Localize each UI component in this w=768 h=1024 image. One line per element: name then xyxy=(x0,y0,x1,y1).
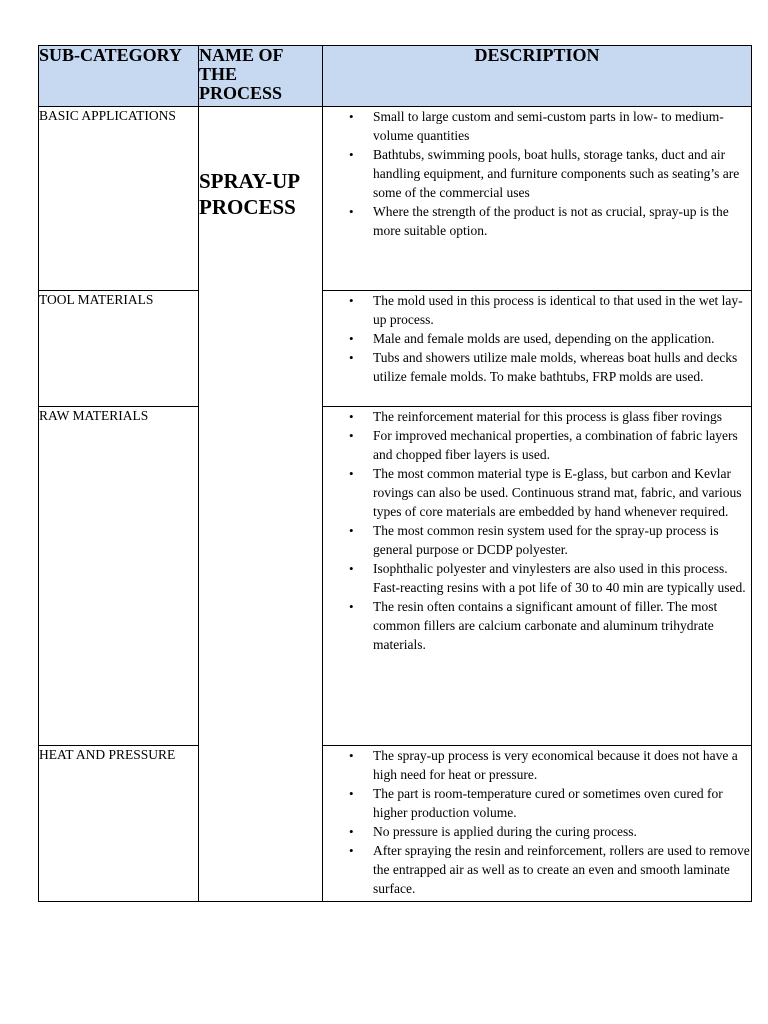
list-item: • Where the strength of the product is not as crucial, spray-up is the more suitable option. xyxy=(373,202,751,240)
table-row xyxy=(39,291,752,407)
header-sub-category: SUB-CATEGORY xyxy=(39,46,199,107)
bullet-list xyxy=(323,407,751,654)
list-item: • The resin often contains a significant amount of filler. The most common fillers are calcium carbonate and aluminum trihydrate materials. xyxy=(373,597,751,654)
process-table xyxy=(38,45,752,902)
bullet-list xyxy=(323,746,751,898)
bullet-list xyxy=(323,107,751,240)
list-item: • No pressure is applied during the curing process. xyxy=(373,822,751,841)
list-item: • Tubs and showers utilize male molds, whereas boat hulls and decks utilize female molds. To make bathtubs, FRP molds are used. xyxy=(373,348,751,386)
list-item: • The part is room-temperature cured or sometimes oven cured for higher production volume. xyxy=(373,784,751,822)
process-name-cell xyxy=(199,107,323,902)
table-row xyxy=(39,746,752,902)
list-item: • The mold used in this process is identical to that used in the wet lay-up process. xyxy=(373,291,751,329)
list-item: • For improved mechanical properties, a combination of fabric layers and chopped fiber layers is used. xyxy=(373,426,751,464)
header-row xyxy=(39,46,752,107)
sub-category-cell: HEAT AND PRESSURE xyxy=(39,746,199,902)
description-cell xyxy=(323,291,752,407)
list-item: • After spraying the resin and reinforcement, rollers are used to remove the entrapped air as well as to create an even and smooth laminate surface. xyxy=(373,841,751,898)
list-item: • Small to large custom and semi-custom parts in low- to medium-volume quantities xyxy=(373,107,751,145)
sub-category-cell: BASIC APPLICATIONS xyxy=(39,107,199,291)
description-cell xyxy=(323,107,752,291)
list-item: • The most common resin system used for the spray-up process is general purpose or DCDP polyester. xyxy=(373,521,751,559)
list-item: • The most common material type is E-glass, but carbon and Kevlar rovings can also be used. Continuous strand mat, fabric, and various types of core materials are embedded by hand whenever required. xyxy=(373,464,751,521)
sub-category-cell: RAW MATERIALS xyxy=(39,407,199,746)
list-item: • Bathtubs, swimming pools, boat hulls, storage tanks, duct and air handling equipment, and furniture components such as seating’s are some of the commercial uses xyxy=(373,145,751,202)
list-item: • Isophthalic polyester and vinylesters are also used in this process. Fast-reacting resins with a pot life of 30 to 40 min are typically used. xyxy=(373,559,751,597)
list-item: • The spray-up process is very economical because it does not have a high need for heat or pressure. xyxy=(373,746,751,784)
process-name: SPRAY-UP PROCESS xyxy=(199,169,299,219)
description-cell xyxy=(323,746,752,902)
bullet-list xyxy=(323,291,751,386)
list-item: • The reinforcement material for this process is glass fiber rovings xyxy=(373,407,751,426)
header-name-of-process: NAME OF THE PROCESS xyxy=(199,46,323,107)
table-row xyxy=(39,107,752,291)
header-description: DESCRIPTION xyxy=(323,46,752,107)
list-item: • Male and female molds are used, depending on the application. xyxy=(373,329,751,348)
table-row xyxy=(39,407,752,746)
sub-category-cell: TOOL MATERIALS xyxy=(39,291,199,407)
description-cell xyxy=(323,407,752,746)
